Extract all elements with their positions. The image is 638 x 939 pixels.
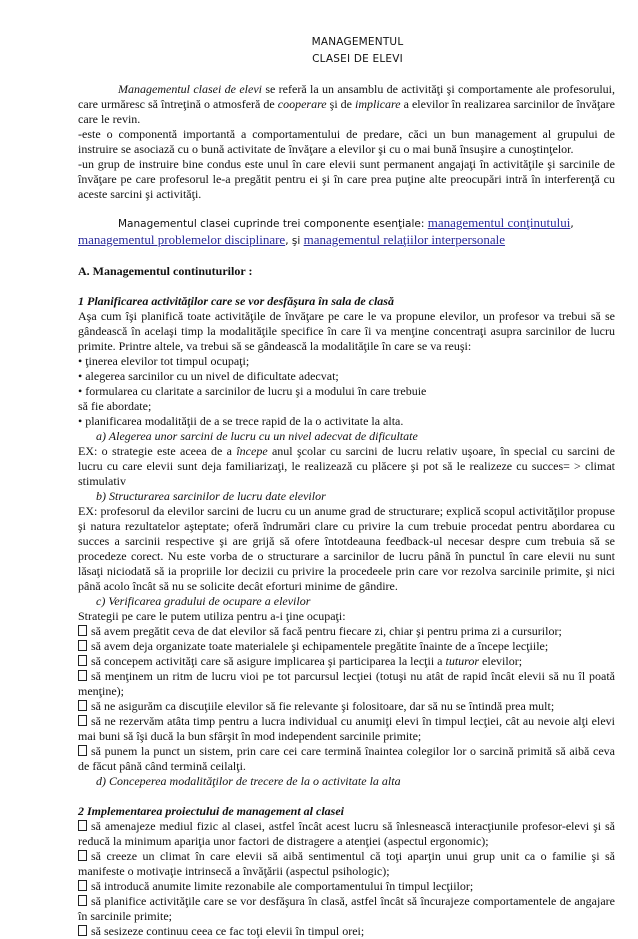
intro-paragraph	[78, 82, 615, 127]
strategy-item: să avem pregătit ceva de dat elevilor să facă pentru fiecare zi, chiar şi pentru prima zi a cursurilor;	[78, 624, 615, 639]
document-title	[78, 34, 615, 68]
strategy-item: să ne asigurăm ca discuţiile elevilor să fie relevante şi folositoare, dar să nu se întindă prea mult;	[78, 699, 615, 714]
point-a-keyword: începe	[236, 444, 268, 458]
point-b-heading: b) Structurarea sarcinilor de lucru date elevilor	[96, 489, 326, 503]
components-prefix: Managementul clasei cuprinde trei componente esenţiale:	[118, 218, 428, 230]
intro-line-2: -este o componentă importantă a comportamentului de predare, căci un bun management al grupului de instruire se asociază cu o bună activitate de învăţare a elevilor şi cu o mai bună însuşire a cunoştinţelor.	[78, 127, 615, 156]
title-line-2: CLASEI DE ELEVI	[312, 53, 403, 65]
components-paragraph	[78, 215, 615, 249]
subsection-2-heading: 2 Implementarea proiectului de management al clasei	[78, 804, 344, 818]
bullet-item: • alegerea sarcinilor cu un nivel de dificultate adecvat;	[78, 369, 615, 384]
point-d-heading: d) Conceperea modalităţilor de trecere de la o activitate la alta	[96, 774, 401, 788]
point-c-heading: c) Verificarea gradului de ocupare a elevilor	[96, 594, 311, 608]
intro-keyword-implicare: implicare	[355, 97, 401, 111]
subsection-1-heading: 1 Planificarea activităţilor care se vor desfăşura în sala de clasă	[78, 294, 394, 308]
link-managementul-continutului[interactable]: managementul conţinutului	[427, 215, 571, 230]
intro-keyword-cooperare: cooperare	[277, 97, 327, 111]
strategy-item: să menţinem un ritm de lucru vioi pe tot parcursul lecţiei (totuşi nu atât de rapid încât elevii să nu îl poată menţine);	[78, 669, 615, 698]
implementation-item: să introducă anumite limite rezonabile ale comportamentului în timpul lecţiilor;	[78, 879, 615, 894]
bullet-item: • formularea cu claritate a sarcinilor de lucru şi a modului în care trebuie	[78, 384, 615, 399]
strategy-item-keyword: tuturor	[445, 654, 480, 668]
intro-text-a: se referă la un ansamblu de activităţi şi comportamente ale profesorului, care urmăresc să întreţină o atmosferă de	[78, 82, 615, 111]
point-b-body: EX: profesorul da elevilor sarcini de lucru cu un anume grad de structurare; explică scopul activităţilor propuse şi natura rezultatelor aşteptate; oferă îndrumări clare cu privire la cum trebuie procedat pentru abordarea cu succes a sarcinii respective şi are grijă să ofere întotdeauna feedback-ul necesar despre cum trebuia să se procedeze corect. Nu este vorba de o structurare a sarcinilor de lucru până în punctul în care elevii nu sunt lăsaţi niciodată să ia propriile lor decizii cu privire la procedeele prin care vor rezolva sarcinile primite, şi nici până acolo încât să nu se solicite decât eforturi minime de gândire.	[78, 504, 615, 593]
bullet-continuation: să fie abordate;	[78, 399, 152, 413]
implementation-item: să sesizeze continuu ceea ce fac toţi elevii în timpul orei;	[78, 924, 615, 939]
point-a-body	[78, 444, 615, 489]
intro-text-b: şi de	[326, 97, 356, 111]
components-separator-2: , şi	[285, 235, 304, 247]
point-c-intro: Strategii pe care le putem utiliza pentru a-i ţine ocupaţi:	[78, 609, 346, 623]
title-line-1: MANAGEMENTUL	[311, 36, 404, 48]
intro-text-c: a elevilor în realizarea sarcinilor de învăţare care le revin.	[78, 97, 615, 126]
implementation-item: să creeze un climat în care elevii să aibă sentimentul că toţi aparţin unui grup unit ca o familie şi să manifeste o motivaţie intrinsecă a învăţării (aspectul psihologic);	[78, 849, 615, 878]
strategy-item: să punem la punct un sistem, prin care cei care termină înaintea colegilor lor o sarcină primită să aibă ceva de făcut până când termină ceilalţi.	[78, 744, 615, 773]
implementation-item: să amenajeze mediul fizic al clasei, astfel încât acest lucru să înlesnească interacţiunile profesor-elevi şi să reducă la minimum apariţia unor factori de distragere a atenţiei (aspectul ergonomic);	[78, 819, 615, 848]
point-a-heading: a) Alegerea unor sarcini de lucru cu un nivel adecvat de dificultate	[96, 429, 418, 443]
bullet-item: • ţinerea elevilor tot timpul ocupaţi;	[78, 354, 615, 369]
link-managementul-relatiilor-interpersonale[interactable]: managementul relaţiilor interpersonale	[303, 232, 506, 247]
strategy-item: să avem deja organizate toate materialele şi echipamentele pregătite înainte de a începe lecţiile;	[78, 639, 615, 654]
link-managementul-problemelor-disciplinare[interactable]: managementul problemelor disciplinare	[78, 232, 286, 247]
components-separator-1: ,	[570, 218, 574, 230]
implementation-item: să planifice activităţile care se vor desfăşura în clasă, astfel încât să încurajeze comportamentele de angajare în sarcinile primite;	[78, 894, 615, 923]
point-a-text-pre: EX: o strategie este aceea de a	[78, 444, 237, 458]
point-a-text-post: anul şcolar cu sarcini de lucru relativ uşoare, în special cu sarcini de lucru cu care elevii sunt deja familiarizaţi, le realizează cu plăcere şi pot să le realizeze cu succes= > climat stimulativ	[78, 444, 615, 488]
strategy-item-text-post: elevilor;	[479, 654, 523, 668]
intro-lead-term: Managementul clasei de elevi	[118, 82, 262, 96]
intro-line-3: -un grup de instruire bine condus este unul în care elevii sunt permanent angajaţi în activităţile şi sarcinile de învăţare pe care profesorul le-a pregătit pentru ei şi în care prea puţine alte preocupări intră în interferenţă cu aceste sarcini şi activităţi.	[78, 157, 615, 201]
bullet-item: • planificarea modalităţii de a se trece rapid de la o activitate la alta.	[78, 414, 615, 429]
strategy-item: să ne rezervăm atâta timp pentru a lucra individual cu anumiţi elevi în timpul lecţiei, cât au nevoie alţi elevi mai buni să îşi ducă la bun sfârşit în mod independent sarcinile primite;	[78, 714, 615, 743]
section-a-heading: A. Managementul continuturilor :	[78, 264, 253, 278]
strategy-item	[78, 654, 615, 669]
strategy-item-text-pre: să concepem activităţi care să asigure implicarea şi participarea la lecţii a	[91, 654, 446, 668]
subsection-1-body: Aşa cum îşi planifică toate activităţile de învăţare pe care le va propune elevilor, un profesor va trebui să se gândească în acelaşi timp la modalităţile specifice în care îi va menţine concentraţi asupra sarcinilor de lucru primite. Printre altele, va trebui să se gândească la modalităţile în care se va reuşi:	[78, 309, 615, 353]
